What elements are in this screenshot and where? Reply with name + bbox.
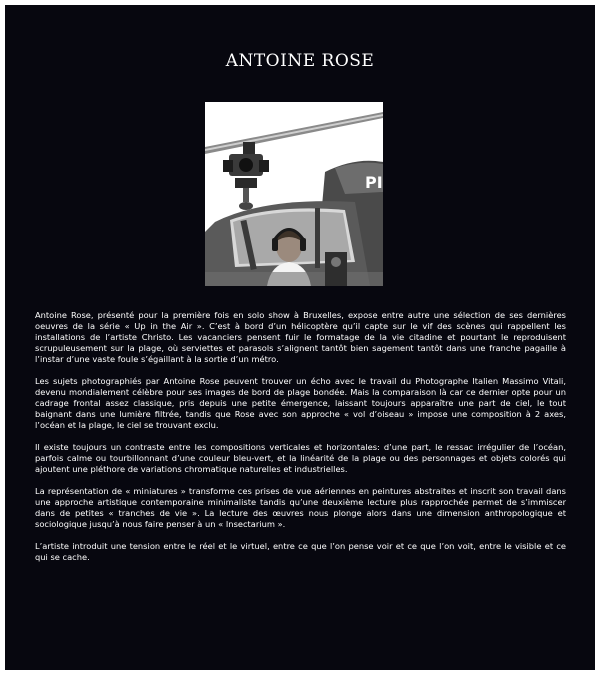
paragraph-5: L’artiste introduit une tension entre le réel et le virtuel, entre ce que l’on pense voir et ce que l’on voit, entre le visible et ce qui se cache.	[35, 541, 566, 562]
content-panel	[5, 5, 595, 670]
article-text	[35, 310, 566, 563]
artist-photo	[205, 102, 383, 286]
helicopter-portrait-image	[205, 102, 383, 286]
paragraph-3: Il existe toujours un contraste entre les compositions verticales et horizontales: d’une part, le ressac irrégulier de l’océan, parfois calme ou tourbillonnant d’une couleur bleu-vert, et la linéarité de la plage ou des personnages et objets colorés qui ajoutent une pléthore de variations chromatique naturelles et industrielles.	[35, 442, 566, 474]
page-title: ANTOINE ROSE	[225, 51, 375, 71]
paragraph-4: La représentation de « miniatures » transforme ces prises de vue aériennes en peintures abstraites et inscrit son travail dans une approche artistique contemporaine minimaliste tandis qu’une deuxième lecture plus rapprochée permet de s’immiscer dans de petites « tranches de vie ». La lecture des œuvres nous plonge alors dans une dimension anthropologique et sociologique jusqu’à nous faire penser à un « Insectarium ».	[35, 486, 566, 529]
svg-text:PI: PI	[365, 173, 383, 192]
paragraph-2: Les sujets photographiés par Antoine Rose peuvent trouver un écho avec le travail du Photographe Italien Massimo Vitali, devenu mondialement célèbre pour ses images de bord de plage bondée. Mais la comparaison là car ce dernier opte pour un cadrage frontal assez classique, pris depuis une petite émergence, laissant toujours apparaître une part de ciel, le tout baignant dans une lumière filtrée, tandis que Rose avec son approche « vol d’oiseau » impose une composition à 2 axes, l’océan et la plage, le ciel se trouvant exclu.	[35, 376, 566, 430]
paragraph-1: Antoine Rose, présenté pour la première fois en solo show à Bruxelles, expose entre autre une sélection de ses dernières oeuvres de la série « Up in the Air ». C’est à bord d’un hélicoptère qu’il capte sur le vif des scènes qui rappellent les installations de l’artiste Christo. Les vacanciers pensent fuir le formatage de la vie citadine et pourtant le reproduisent scrupuleusement sur la plage, où serviettes et parasols s’alignent tantôt bien sagement tantôt dans une franche pagaille à l’instar d’une vaste foule s’égaillant à la sortie d’un métro.	[35, 310, 566, 364]
